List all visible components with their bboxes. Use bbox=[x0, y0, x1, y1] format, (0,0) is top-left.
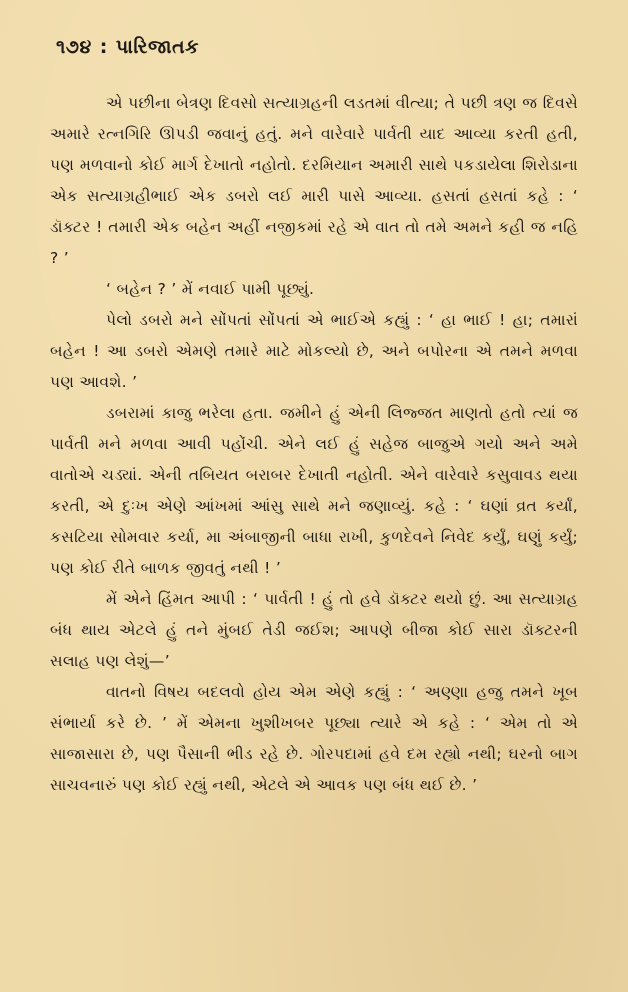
paragraph: મેં એને હિંમત આપી : ‘ પાર્વતી ! હું તો હવે ડૉક્ટર થયો છું. આ સત્યાગ્રહ બંધ થાય એટલે હું તને મુંબઈ તેડી જઈશ; આપણે બીજા કોઈ સારા ડૉક્ટરની સલાહ પણ લેશું—’ bbox=[50, 590, 578, 670]
book-title: પારિજાતક bbox=[115, 36, 200, 58]
header-separator: : bbox=[99, 36, 108, 58]
paragraph: ડબરામાં કાજુ ભરેલા હતા. જમીને હું એની લિજ્જત માણતો હતો ત્યાં જ પાર્વતી મને મળવા આવી પહોંચી. એને લઈ હું સહેજ બાજુએ ગયો અને અમે વાતોએ ચડ્યાં. એની તબિયત બરાબર દેખાતી નહોતી. એને વારેવારે કસુવાવડ થયા કરતી, એ દુઃખ એણે આંખમાં આંસુ સાથે મને જણાવ્યું. કહે : ‘ ઘણાં વ્રત કર્યાં, કસટિયા સોમવાર કર્યા, મા અંબાજીની બાધા રાખી, કુળદેવને નિવેદ કર્યું, ઘણું કર્યું; પણ કોઈ રીતે બાળક જીવતું નથી ! ’ bbox=[50, 404, 578, 577]
body-text bbox=[50, 88, 578, 801]
page-header bbox=[56, 32, 578, 62]
page-number: ૧૭૪ bbox=[56, 36, 92, 58]
paragraph: વાતનો વિષય બદલવો હોય એમ એણે કહ્યું : ‘ અણ્ણા હજુ તમને ખૂબ સંભાર્યા કરે છે. ’ મેં એમના ખુશીખબર પૂછ્યા ત્યારે એ કહે : ‘ એમ તો એ સાજાસારા છે, પણ પૈસાની ભીડ રહે છે. ગોરપદામાં હવે દમ રહ્યો નથી; ઘરનો બાગ સાચવનારું પણ કોઈ રહ્યું નથી, એટલે એ આવક પણ બંધ થઈ છે. ’ bbox=[50, 683, 578, 794]
paragraph: પેલો ડબરો મને સોંપતાં સોંપતાં એ ભાઈએ કહ્યું : ‘ હા ભાઈ ! હા; તમારાં બહેન ! આ ડબરો એમણે તમારે માટે મોકલ્યો છે, અને બપોરના એ તમને મળવા પણ આવશે. ’ bbox=[50, 311, 578, 391]
paragraph: ‘ બહેન ? ’ મેં નવાઈ પામી પૂછ્યું. bbox=[106, 280, 315, 298]
paragraph: એ પછીના બેત્રણ દિવસો સત્યાગ્રહની લડતમાં વીત્યા; તે પછી ત્રણ જ દિવસે અમારે રત્નગિરિ ઊપડી જવાનું હતું. મને વારેવારે પાર્વતી યાદ આવ્યા કરતી હતી, પણ મળવાનો કોઈ માર્ગ દેખાતો નહોતો. દરમિયાન અમારી સાથે પકડાયેલા શિરોડાના એક સત્યાગ્રહીભાઈ એક ડબરો લઈ મારી પાસે આવ્યા. હસતાં હસતાં કહે : ‘ ડૉક્ટર ! તમારી એક બહેન અહીં નજીકમાં રહે એ વાત તો તમે અમને કહી જ નહિ ? ’ bbox=[50, 94, 578, 267]
